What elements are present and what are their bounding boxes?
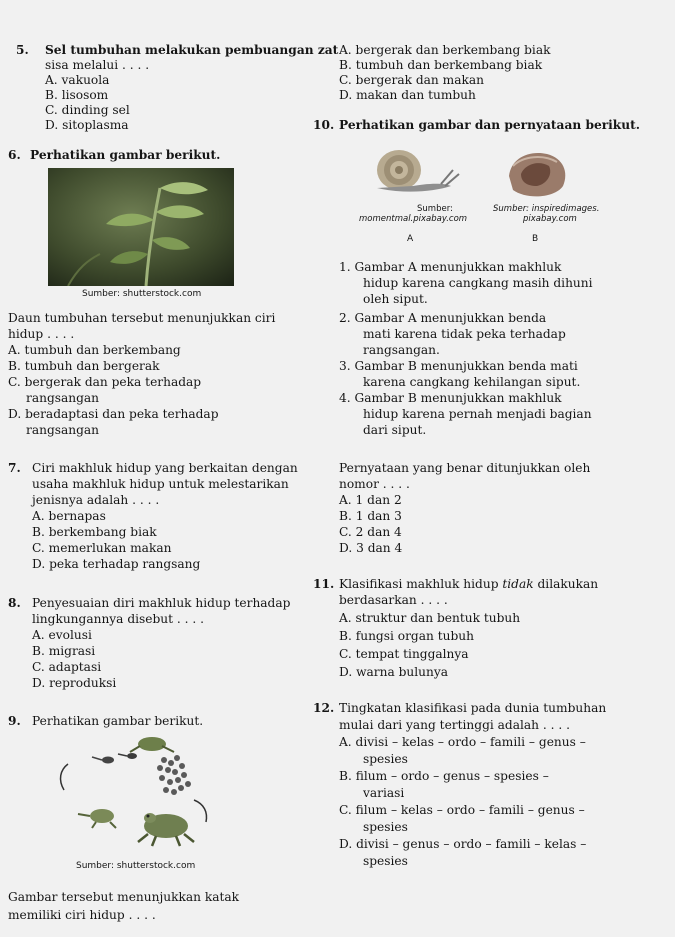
q7-number: 7. [8,461,21,475]
q11-option-d[interactable]: D. warna bulunya [339,665,448,679]
q12-option-c-line2[interactable]: spesies [363,820,408,834]
q10-statement-3-line2: karena cangkang kehilangan siput. [363,375,581,389]
q9-option-d[interactable]: D. makan dan tumbuh [339,88,476,102]
q11-option-c[interactable]: C. tempat tinggalnya [339,647,469,661]
q8-stem-line1: Penyesuaian diri makhluk hidup terhadap [32,596,291,610]
q6-option-c-line1[interactable]: C. bergerak dan peka terhadap [8,375,202,389]
q9-stem: Perhatikan gambar berikut. [32,714,204,728]
q11-stem-emphasis: tidak [502,577,534,591]
q7-stem-line3: jenisnya adalah . . . . [32,493,160,507]
q10-label-b: B [532,234,539,244]
q8-option-c[interactable]: C. adaptasi [32,660,102,674]
q6-text-line2: hidup . . . . [8,327,75,341]
q9-text-line2: memiliki ciri hidup . . . . [8,908,156,922]
q6-number: 6. [8,148,21,162]
frog-lifecycle-image [44,730,224,854]
empty-shell-image [503,146,571,202]
q6-option-c-line2[interactable]: rangsangan [26,391,100,405]
q7-option-c[interactable]: C. memerlukan makan [32,541,172,555]
q10-statement-2-line1: 2. Gambar A menunjukkan benda [339,311,547,325]
q10-statement-4-line2: hidup karena pernah menjadi bagian [363,407,592,421]
q10-option-b[interactable]: B. 1 dan 3 [339,509,402,523]
q12-stem-line2: mulai dari yang tertinggi adalah . . . . [339,718,570,732]
q12-number: 12. [313,701,335,715]
q12-option-b-line1[interactable]: B. filum – ordo – genus – spesies – [339,769,549,783]
q5-option-b[interactable]: B. lisosom [45,88,109,102]
q5-option-d[interactable]: D. sitoplasma [45,118,129,132]
q8-option-a[interactable]: A. evolusi [32,628,92,642]
q9-option-a[interactable]: A. bergerak dan berkembang biak [339,43,551,57]
q9-source: Sumber: shutterstock.com [76,861,196,871]
q7-stem-line1: Ciri makhluk hidup yang berkaitan dengan [32,461,298,475]
q10-statement-2-line2: mati karena tidak peka terhadap [363,327,566,341]
q6-source: Sumber: shutterstock.com [82,289,202,299]
q6-stem: Perhatikan gambar berikut. [30,148,221,162]
q12-option-b-line2[interactable]: variasi [363,786,405,800]
q10-statement-1-line2: hidup karena cangkang masih dihuni [363,276,593,290]
q11-number: 11. [313,577,335,591]
q7-stem-line2: usaha makhluk hidup untuk melestarikan [32,477,289,491]
q10-number: 10. [313,118,335,132]
q9-text-line1: Gambar tersebut menunjukkan katak [8,890,240,904]
q12-option-c-line1[interactable]: C. filum – kelas – ordo – famili – genus – [339,803,585,817]
q10-label-a: A [407,234,414,244]
q8-stem-line2: lingkungannya disebut . . . . [32,612,205,626]
q12-stem-line1: Tingkatan klasifikasi pada dunia tumbuhan [339,701,607,715]
q10-statement-4-line3: dari siput. [363,423,427,437]
plant-leaf-image [48,168,234,286]
q10-statement-2-line3: rangsangan. [363,343,440,357]
q10-source-a-line1: Sumber: [417,204,453,214]
q12-option-d-line1[interactable]: D. divisi – genus – ordo – famili – kelas – [339,837,587,851]
q8-number: 8. [8,596,21,610]
q12-option-a-line2[interactable]: spesies [363,752,408,766]
q9-option-c[interactable]: C. bergerak dan makan [339,73,484,87]
q10-stem: Perhatikan gambar dan pernyataan berikut. [339,118,640,132]
q10-option-a[interactable]: A. 1 dan 2 [339,493,402,507]
frog-lifecycle-illustration [44,730,224,854]
q10-option-c[interactable]: C. 2 dan 4 [339,525,402,539]
q11-stem-start: Klasifikasi makhluk hidup [339,577,503,591]
q5-number: 5. [16,43,29,57]
q6-option-d-line2[interactable]: rangsangan [26,423,100,437]
plant-leaf-photo [48,168,234,286]
q10-source-b-line2: pixabay.com [523,214,577,224]
q10-source-b-line1: Sumber: inspiredimages. [493,204,600,214]
q12-option-d-line2[interactable]: spesies [363,854,408,868]
q11-stem-line2: berdasarkan . . . . [339,593,448,607]
q10-prompt-line1: Pernyataan yang benar ditunjukkan oleh [339,461,591,475]
q6-text-line1: Daun tumbuhan tersebut menunjukkan ciri [8,311,276,325]
q5-option-a[interactable]: A. vakuola [45,73,110,87]
q10-statement-3-line1: 3. Gambar B menunjukkan benda mati [339,359,578,373]
q5-stem-line1: Sel tumbuhan melakukan pembuangan zat [45,43,339,57]
q7-option-b[interactable]: B. berkembang biak [32,525,157,539]
q10-prompt-line2: nomor . . . . [339,477,410,491]
q9-option-b[interactable]: B. tumbuh dan berkembang biak [339,58,543,72]
snail-image [363,140,463,204]
q10-statement-1-line1: 1. Gambar A menunjukkan makhluk [339,260,562,274]
q5-option-c[interactable]: C. dinding sel [45,103,130,117]
q7-option-d[interactable]: D. peka terhadap rangsang [32,557,201,571]
q7-option-a[interactable]: A. bernapas [32,509,106,523]
q5-stem-line2: sisa melalui . . . . [45,58,150,72]
q10-option-d[interactable]: D. 3 dan 4 [339,541,403,555]
q6-option-b[interactable]: B. tumbuh dan bergerak [8,359,160,373]
q9-number: 9. [8,714,21,728]
q10-statement-4-line1: 4. Gambar B menunjukkan makhluk [339,391,562,405]
q6-option-d-line1[interactable]: D. beradaptasi dan peka terhadap [8,407,219,421]
q10-statement-1-line3: oleh siput. [363,292,428,306]
q11-option-b[interactable]: B. fungsi organ tubuh [339,629,474,643]
q11-stem-end: dilakukan [533,577,599,591]
q11-option-a[interactable]: A. struktur dan bentuk tubuh [339,611,521,625]
q10-source-a-line2: momentmal.pixabay.com [359,214,468,224]
snail-photo [363,140,463,204]
empty-shell-photo [503,146,571,202]
q12-option-a-line1[interactable]: A. divisi – kelas – ordo – famili – genus – [339,735,586,749]
q8-option-b[interactable]: B. migrasi [32,644,96,658]
q8-option-d[interactable]: D. reproduksi [32,676,117,690]
q6-option-a[interactable]: A. tumbuh dan berkembang [8,343,181,357]
